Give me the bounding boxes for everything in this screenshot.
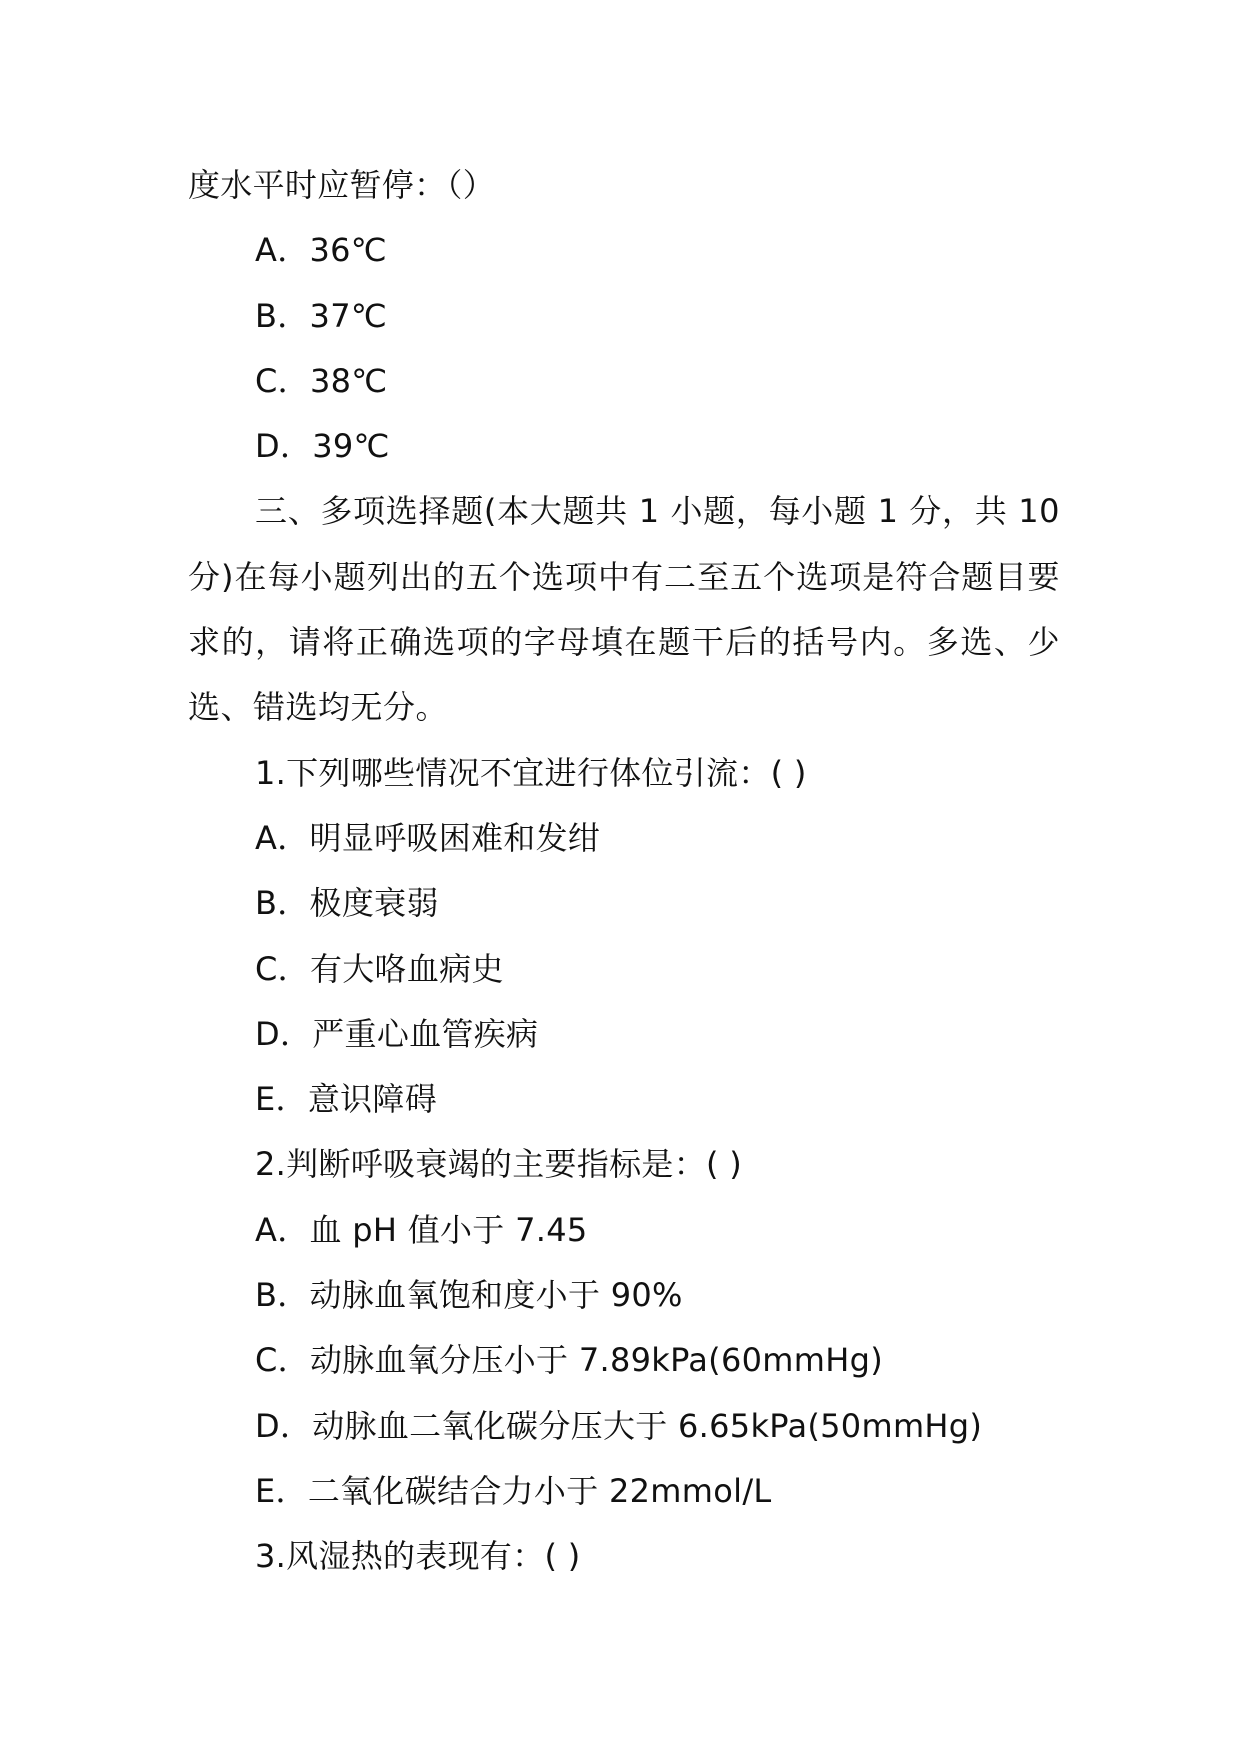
question-2-option-c: C．动脉血氧分压小于 7.89kPa(60mmHg)	[255, 1341, 883, 1380]
question-1-option-c: C．有大咯血病史	[255, 949, 504, 988]
question-continuation: 度水平时应暂停：（）	[188, 166, 496, 204]
document-body	[188, 153, 1060, 1590]
question-1-stem: 1.下列哪些情况不宜进行体位引流：( )	[255, 753, 807, 792]
question-2-option-b: B．动脉血氧饱和度小于 90%	[255, 1276, 683, 1315]
question-1-option-d: D．严重心血管疾病	[255, 1014, 539, 1053]
option-a: A．36℃	[255, 231, 388, 270]
question-2-option-e: E．二氧化碳结合力小于 22mmol/L	[255, 1471, 772, 1510]
question-3-stem: 3.风湿热的表现有：( )	[255, 1537, 581, 1576]
question-1-option-b: B．极度衰弱	[255, 884, 439, 923]
question-1-option-e: E．意识障碍	[255, 1080, 438, 1119]
question-1-option-a: A．明显呼吸困难和发绀	[255, 818, 601, 857]
question-2-option-d: D．动脉血二氧化碳分压大于 6.65kPa(50mmHg)	[255, 1406, 983, 1445]
option-b: B．37℃	[255, 296, 388, 335]
question-2-option-a: A．血 pH 值小于 7.45	[255, 1210, 588, 1249]
option-c: C．38℃	[255, 361, 388, 400]
option-d: D．39℃	[255, 427, 390, 466]
question-2-stem: 2.判断呼吸衰竭的主要指标是：( )	[255, 1145, 743, 1184]
section-heading: 三、多项选择题(本大题共 1 小题，每小题 1 分，共 10 分)在每小题列出的五个选项中有二至五个选项是符合题目要求的，请将正确选项的字母填在题干后的括号内。多选、少选、错选均无分。	[188, 492, 1060, 727]
